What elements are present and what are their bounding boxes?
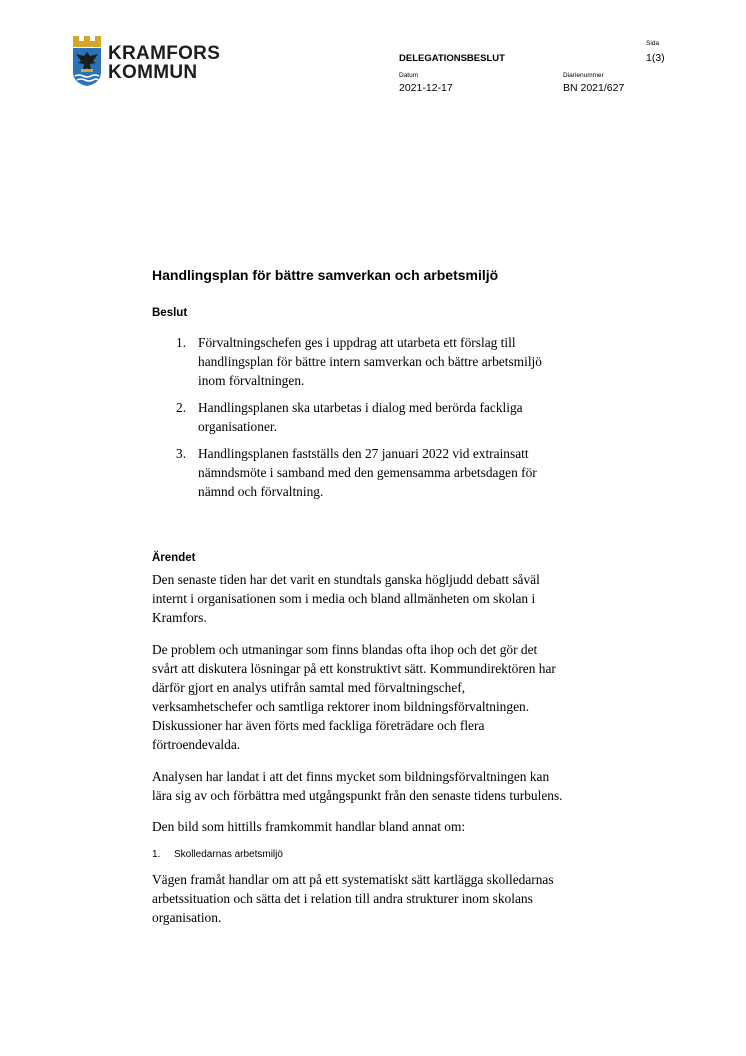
decision-line: Förvaltningschefen ges i uppdrag att utarbeta ett förslag till	[198, 335, 516, 350]
coat-of-arms-icon	[72, 36, 102, 86]
paragraph-line: Den senaste tiden har det varit en stundtals ganska högljudd debatt såväl	[152, 572, 540, 587]
decision-line: handlingsplan för bättre intern samverkan och bättre arbetsmiljö	[198, 354, 542, 369]
paragraph-line: förtroendevalda.	[152, 737, 241, 752]
decision-line: Handlingsplanen fastställs den 27 januari 2022 vid extrainsatt	[198, 446, 529, 461]
paragraph	[152, 870, 612, 927]
page-label: Sida	[646, 40, 660, 47]
paragraph	[152, 570, 612, 627]
subheading-text: Skolledarnas arbetsmiljö	[174, 849, 283, 860]
paragraph-line: Den bild som hittills framkommit handlar bland annat om:	[152, 819, 466, 834]
document-title: Handlingsplan för bättre samverkan och arbetsmiljö	[152, 267, 499, 283]
decision-item	[176, 398, 606, 436]
decision-line: Handlingsplanen ska utarbetas i dialog med berörda fackliga	[198, 400, 523, 415]
paragraph	[152, 767, 612, 805]
diary-number-value: BN 2021/627	[563, 82, 625, 94]
municipality-logo	[72, 36, 222, 90]
paragraph	[152, 817, 612, 836]
paragraph-line: internt i organisationen som i media och bland allmänheten om skolan i	[152, 591, 536, 606]
arendet-heading: Ärendet	[152, 552, 196, 564]
page-number: 1(3)	[646, 52, 665, 64]
decision-list	[176, 333, 606, 509]
paragraph-line: Analysen har landat i att det finns mycket som bildningsförvaltningen kan	[152, 769, 550, 784]
paragraph-line: därför gjort en analys utifrån samtal med förvaltningschef,	[152, 680, 466, 695]
paragraph-line: Diskussioner har även förts med fackliga företrädare och flera	[152, 718, 485, 733]
decision-line: nämndsmöte i samband med den gemensamma arbetsdagen för	[198, 465, 537, 480]
diary-number-label: Diarienummer	[563, 72, 604, 79]
logo-text-line-2: KOMMUN	[108, 62, 198, 83]
decision-number: 1.	[176, 335, 187, 350]
paragraph-line: svårt att diskutera lösningar på ett konstruktivt sätt. Kommundirektören har	[152, 661, 556, 676]
decision-item	[176, 333, 606, 390]
date-value: 2021-12-17	[399, 82, 453, 94]
decision-number: 2.	[176, 400, 187, 415]
paragraph-line: Kramfors.	[152, 610, 207, 625]
logo-text-line-1: KRAMFORS	[108, 43, 221, 64]
paragraph-line: Vägen framåt handlar om att på ett systematiskt sätt kartlägga skolledarnas	[152, 872, 554, 887]
decision-line: nämnd och förvaltning.	[198, 484, 324, 499]
document-type: DELEGATIONSBESLUT	[399, 53, 505, 64]
paragraph-line: De problem och utmaningar som finns blandas ofta ihop och det gör det	[152, 642, 538, 657]
decision-line: inom förvaltningen.	[198, 373, 305, 388]
paragraph-line: lära sig av och förbättra med utgångspunkt från den senaste tidens turbulens.	[152, 788, 563, 803]
beslut-heading: Beslut	[152, 307, 188, 319]
decision-item	[176, 444, 606, 501]
subheading-number: 1.	[152, 849, 161, 860]
date-label: Datum	[399, 72, 419, 79]
subheading	[152, 849, 283, 860]
paragraph-line: arbetssituation och sätta det i relation till andra strukturer inom skolans	[152, 891, 533, 906]
paragraph	[152, 640, 612, 754]
paragraph-line: organisation.	[152, 910, 222, 925]
decision-line: organisationer.	[198, 419, 277, 434]
paragraph-line: verksamhetschefer och samtliga rektorer inom bildningsförvaltningen.	[152, 699, 530, 714]
decision-number: 3.	[176, 446, 187, 461]
